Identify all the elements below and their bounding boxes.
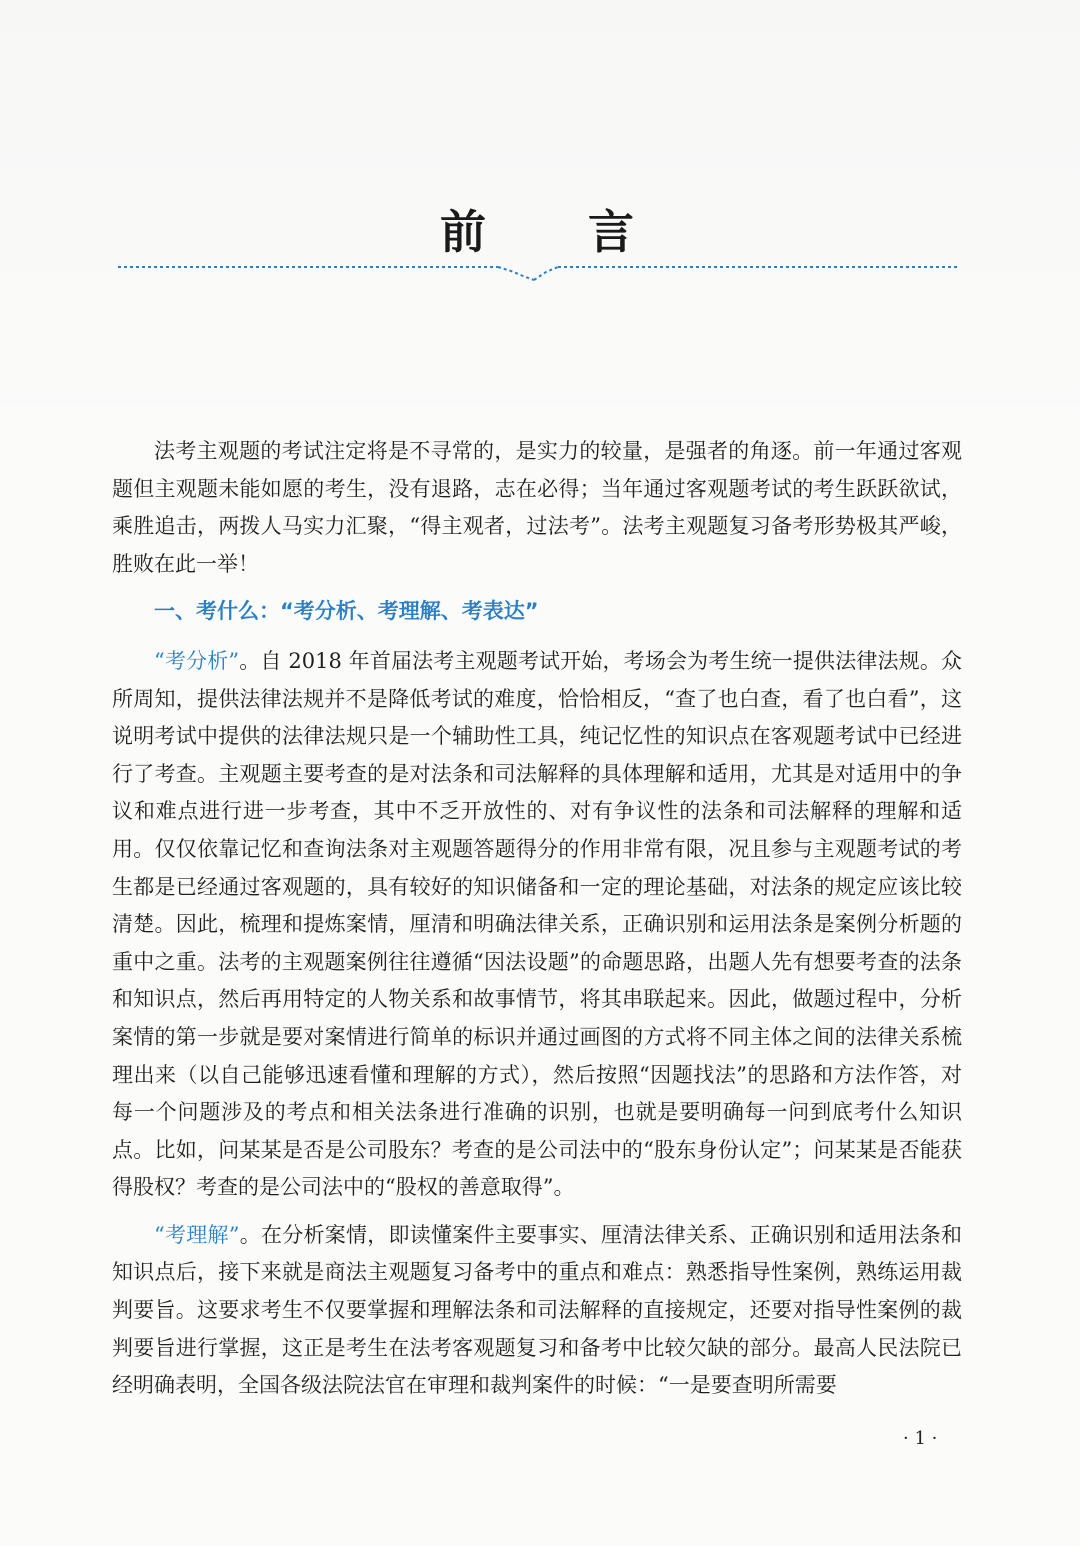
paragraph-intro: 法考主观题的考试注定将是不寻常的，是实力的较量，是强者的角逐。前一年通过客观题但主观题未能如愿的考生，没有退路，志在必得；当年通过客观题考试的考生跃跃欲试，乘胜追击，两拨人马实力汇聚，“得主观者，过法考”。法考主观题复习备考形势极其严峻，胜败在此一举！ (112, 439, 962, 576)
paragraph-understanding-text: 。在分析案情，即读懂案件主要事实、厘清法律关系、正确识别和适用法条和知识点后，接下来就是商法主观题复习备考中的重点和难点：熟悉指导性案例，熟练运用裁判要旨。这要求考生不仅要掌握和理解法条和司法解释的直接规定，还要对指导性案例的裁判要旨进行掌握，这正是考生在法考客观题复习和备考中比较欠缺的部分。最高人民法院已经明确表明，全国各级法院法官在审理和裁判案件的时候：“一是要查明所需要 (112, 1222, 962, 1398)
preface-body (112, 433, 962, 1405)
paragraph-analysis-text: 。自 2018 年首届法考主观题考试开始，考场会为考生统一提供法律法规。众所周知，提供法律法规并不是降低考试的难度，恰恰相反，“查了也白查，看了也白看”，这说明考试中提供的法律法规只是一个辅助性工具，纯记忆性的知识点在客观题考试中已经进行了考查。主观题主要考查的是对法条和司法解释的具体理解和适用，尤其是对适用中的争议和难点进行进一步考查，其中不乏开放性的、对有争议性的法条和司法解释的理解和适用。仅仅依靠记忆和查询法条对主观题答题得分的作用非常有限，况且参与主观题考试的考生都是已经通过客观题的，具有较好的知识储备和一定的理论基础，对法条的规定应该比较清楚。因此，梳理和提炼案情，厘清和明确法律关系，正确识别和运用法条是案例分析题的重中之重。法考的主观题案例往往遵循“因法设题”的命题思路，出题人先有想要考查的法条和知识点，然后再用特定的人物关系和故事情节，将其串联起来。因此，做题过程中，分析案情的第一步就是要对案情进行简单的标识并通过画图的方式将不同主体之间的法律关系梳理出来（以自己能够迅速看懂和理解的方式），然后按照“因题找法”的思路和方法作答，对每一个问题涉及的考点和相关法条进行准确的识别，也就是要明确每一问到底考什么知识点。比如，问某某是否是公司股东？考查的是公司法中的“股东身份认定”；问某某是否能获得股权？考查的是公司法中的“股权的善意取得”。 (112, 648, 962, 1200)
keyword-understanding: “考理解” (154, 1222, 240, 1247)
title-char-1: 前 (440, 205, 486, 259)
paragraph-analysis (112, 643, 962, 1207)
keyword-analysis: “考分析” (154, 648, 240, 673)
section-heading-1: 一、考什么：“考分析、考理解、考表达” (154, 599, 539, 624)
paragraph-understanding (112, 1217, 962, 1405)
title-char-2: 言 (588, 205, 634, 259)
title-divider (118, 258, 960, 288)
page-number: · 1 · (903, 1428, 938, 1449)
